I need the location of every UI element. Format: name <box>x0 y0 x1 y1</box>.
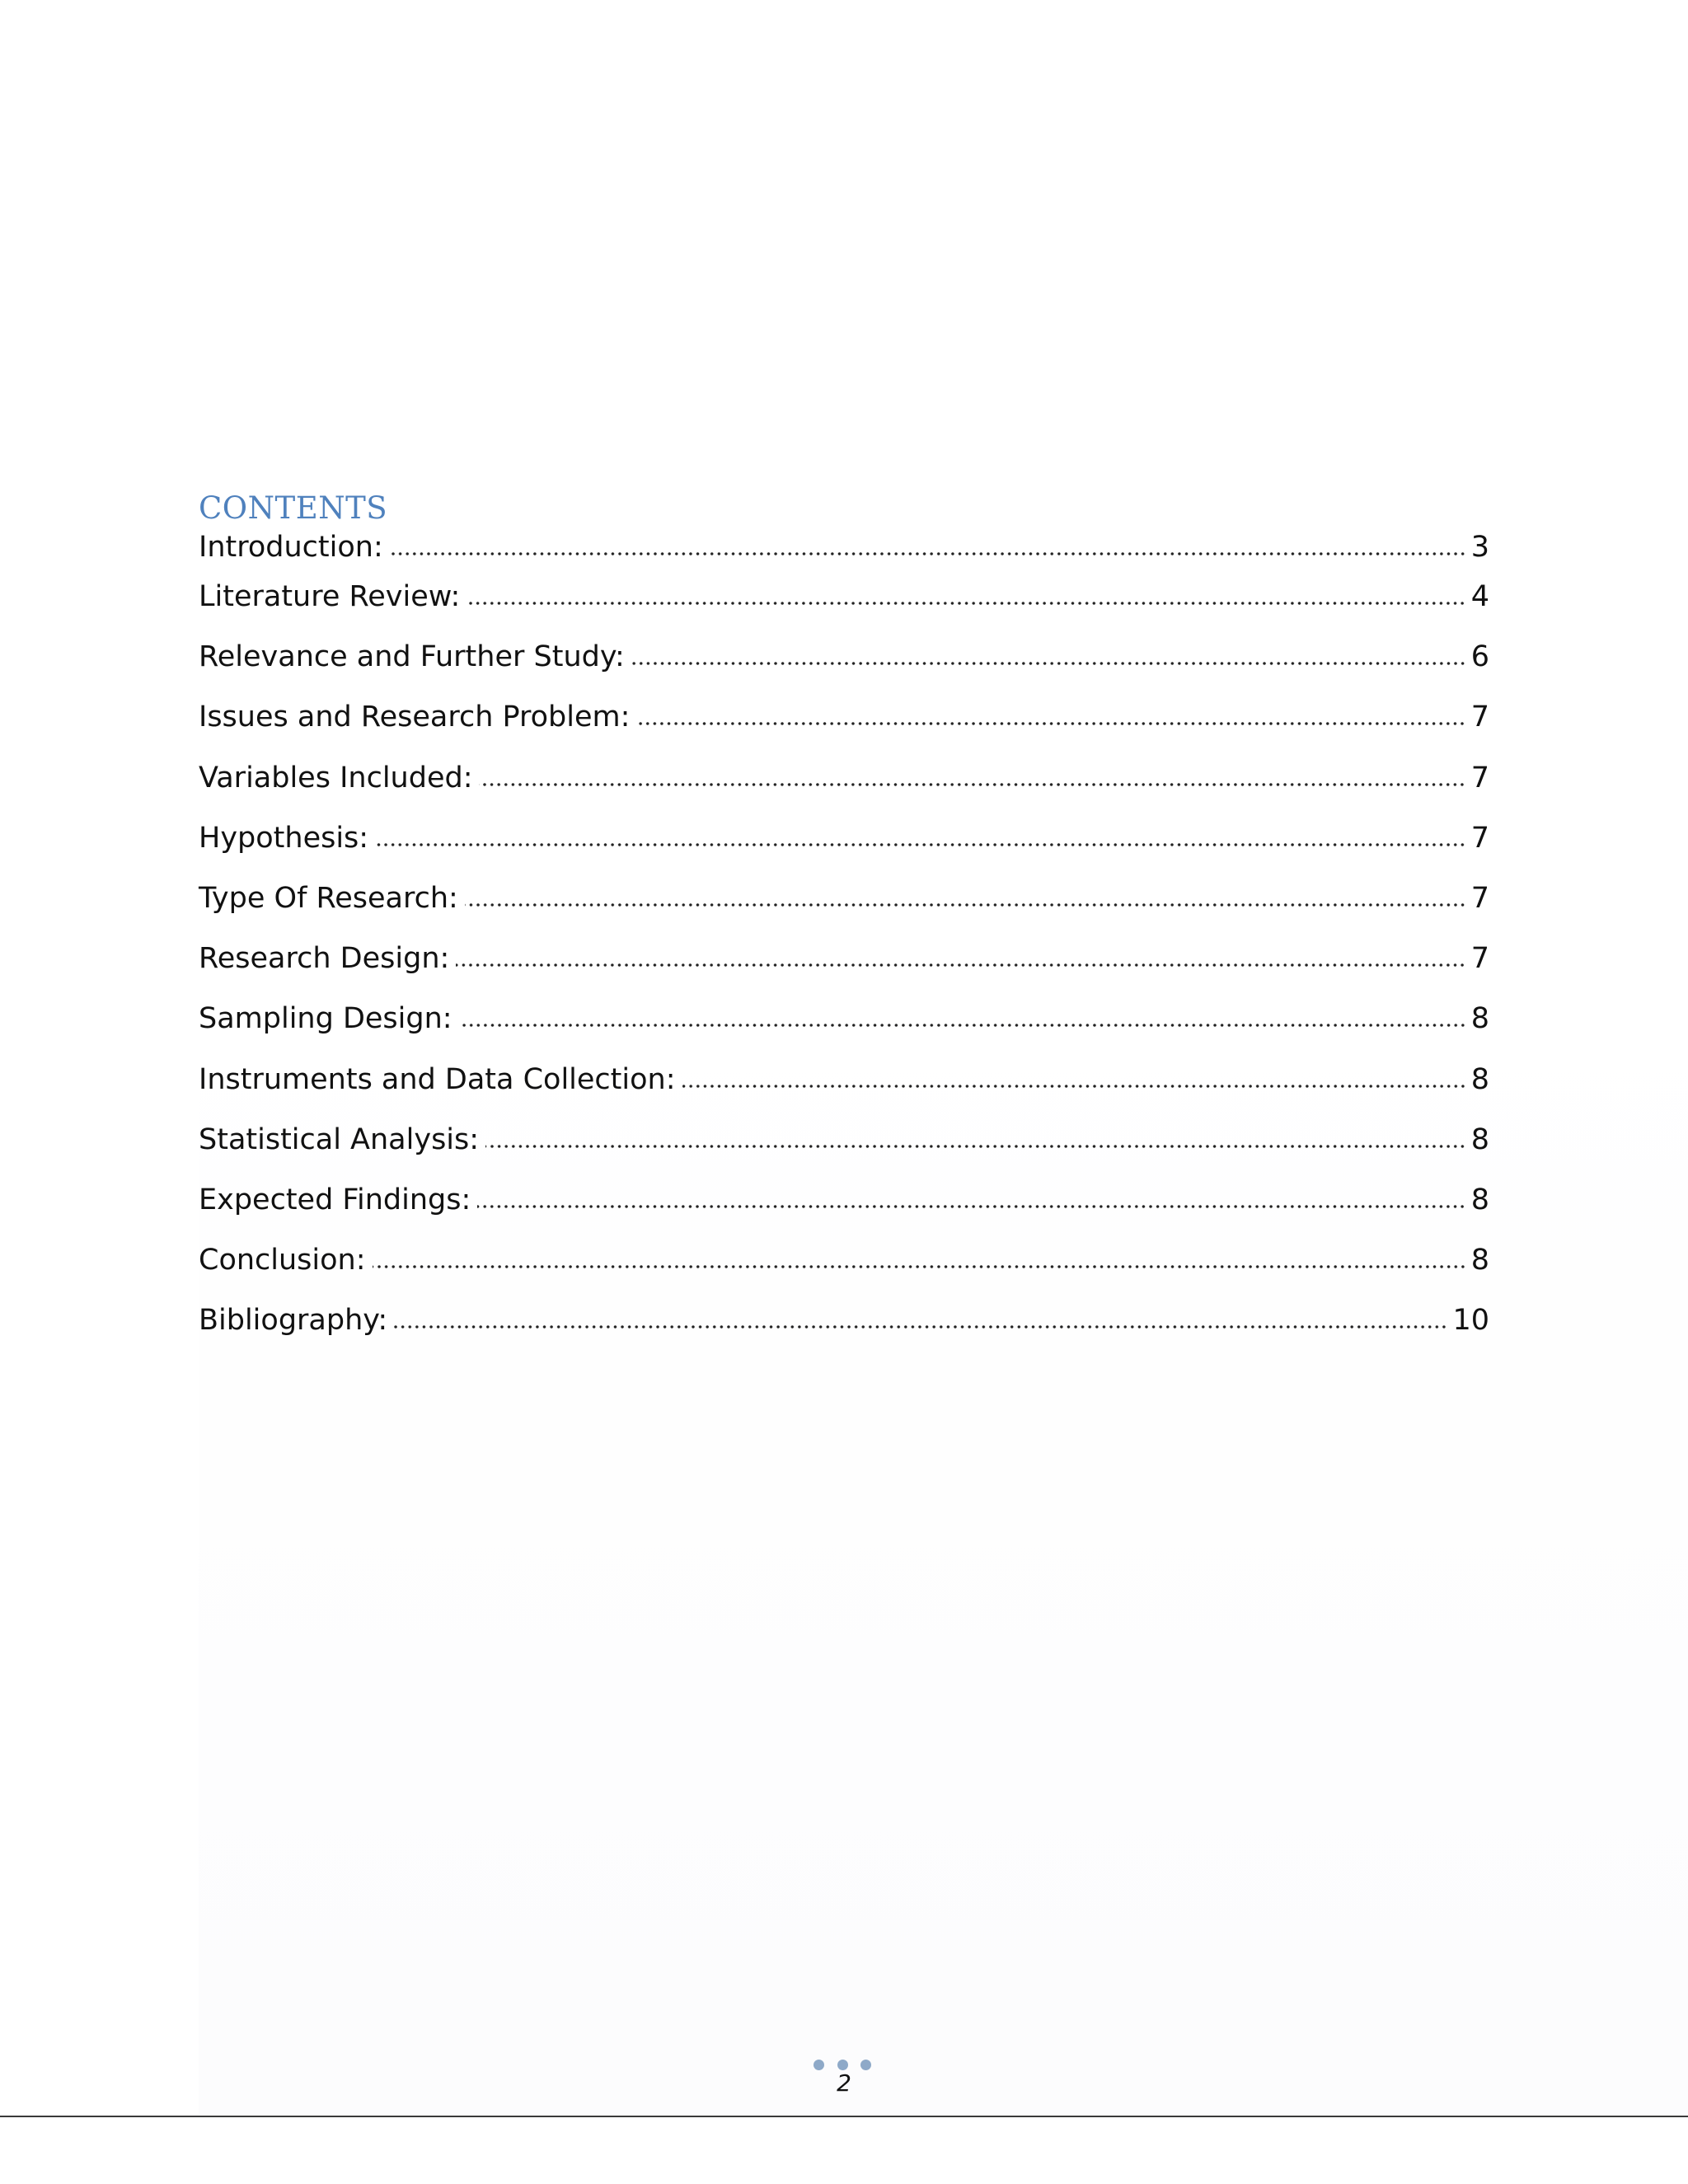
dot-leader <box>456 963 1465 968</box>
toc-entry-label: Hypothesis: <box>199 821 369 855</box>
toc-entry-literature-review[interactable] <box>199 579 1489 639</box>
toc-entry-hypothesis[interactable] <box>199 820 1489 880</box>
dot-leader <box>465 902 1466 907</box>
toc-entry-type-of-research[interactable] <box>199 880 1489 940</box>
toc-entry-label: Statistical Analysis: <box>199 1122 480 1156</box>
toc-entry-research-design[interactable] <box>199 940 1489 1001</box>
table-of-contents <box>199 488 1489 1362</box>
toc-entry-instruments-data-collection[interactable] <box>199 1062 1489 1122</box>
toc-entry-label: Research Design: <box>199 942 450 976</box>
toc-entry-label: Expected Findings: <box>199 1183 471 1216</box>
toc-entry-label: Literature Review: <box>199 580 461 613</box>
toc-entry-label: Type Of Research: <box>199 881 458 915</box>
toc-heading: CONTENTS <box>199 490 388 526</box>
toc-entry-page: 7 <box>1470 701 1489 734</box>
dot-leader <box>479 782 1465 787</box>
toc-entry-sampling-design[interactable] <box>199 1001 1489 1061</box>
dot-leader <box>459 1023 1466 1028</box>
toc-entry-label: Conclusion: <box>199 1244 366 1277</box>
toc-entry-page: 6 <box>1470 640 1489 674</box>
toc-entry-statistical-analysis[interactable] <box>199 1122 1489 1182</box>
dot-leader <box>467 601 1465 606</box>
dot-leader <box>477 1204 1465 1209</box>
toc-entry-label: Introduction: <box>199 531 383 564</box>
footer-divider <box>0 2116 1688 2117</box>
toc-entry-variables-included[interactable] <box>199 760 1489 820</box>
dot-leader <box>485 1144 1466 1149</box>
toc-entry-page: 8 <box>1470 1002 1489 1036</box>
toc-entry-label: Bibliography: <box>199 1304 388 1338</box>
toc-entry-label: Variables Included: <box>199 761 473 794</box>
dot-leader <box>375 842 1466 847</box>
dot-leader <box>682 1084 1466 1089</box>
toc-entry-page: 7 <box>1470 761 1489 794</box>
toc-entry-page: 7 <box>1470 821 1489 855</box>
dot-leader <box>631 661 1466 666</box>
toc-entry-page: 10 <box>1452 1304 1489 1338</box>
toc-entry-label: Relevance and Further Study: <box>199 640 625 674</box>
toc-entry-page: 8 <box>1470 1183 1489 1216</box>
toc-entry-label: Sampling Design: <box>199 1002 452 1036</box>
toc-entry-page: 8 <box>1470 1122 1489 1156</box>
toc-entry-page: 4 <box>1470 580 1489 613</box>
dot-leader <box>394 1324 1447 1329</box>
toc-entry-page: 7 <box>1470 881 1489 915</box>
toc-entry-page: 3 <box>1470 531 1489 564</box>
toc-entry-relevance-further-study[interactable] <box>199 639 1489 699</box>
dot-leader <box>636 721 1465 726</box>
toc-entry-label: Instruments and Data Collection: <box>199 1062 676 1096</box>
dot-leader <box>390 551 1466 556</box>
toc-entry-conclusion[interactable] <box>199 1242 1489 1302</box>
toc-list <box>199 529 1489 1362</box>
toc-entry-issues-research-problem[interactable] <box>199 699 1489 759</box>
toc-entry-expected-findings[interactable] <box>199 1182 1489 1242</box>
toc-entry-label: Issues and Research Problem: <box>199 701 631 734</box>
dot-leader <box>373 1264 1466 1269</box>
toc-entry-introduction[interactable] <box>199 529 1489 579</box>
toc-entry-page: 7 <box>1470 942 1489 976</box>
toc-entry-bibliography[interactable] <box>199 1302 1489 1362</box>
toc-entry-page: 8 <box>1470 1062 1489 1096</box>
toc-entry-page: 8 <box>1470 1244 1489 1277</box>
page-number: 2 <box>837 2069 851 2097</box>
